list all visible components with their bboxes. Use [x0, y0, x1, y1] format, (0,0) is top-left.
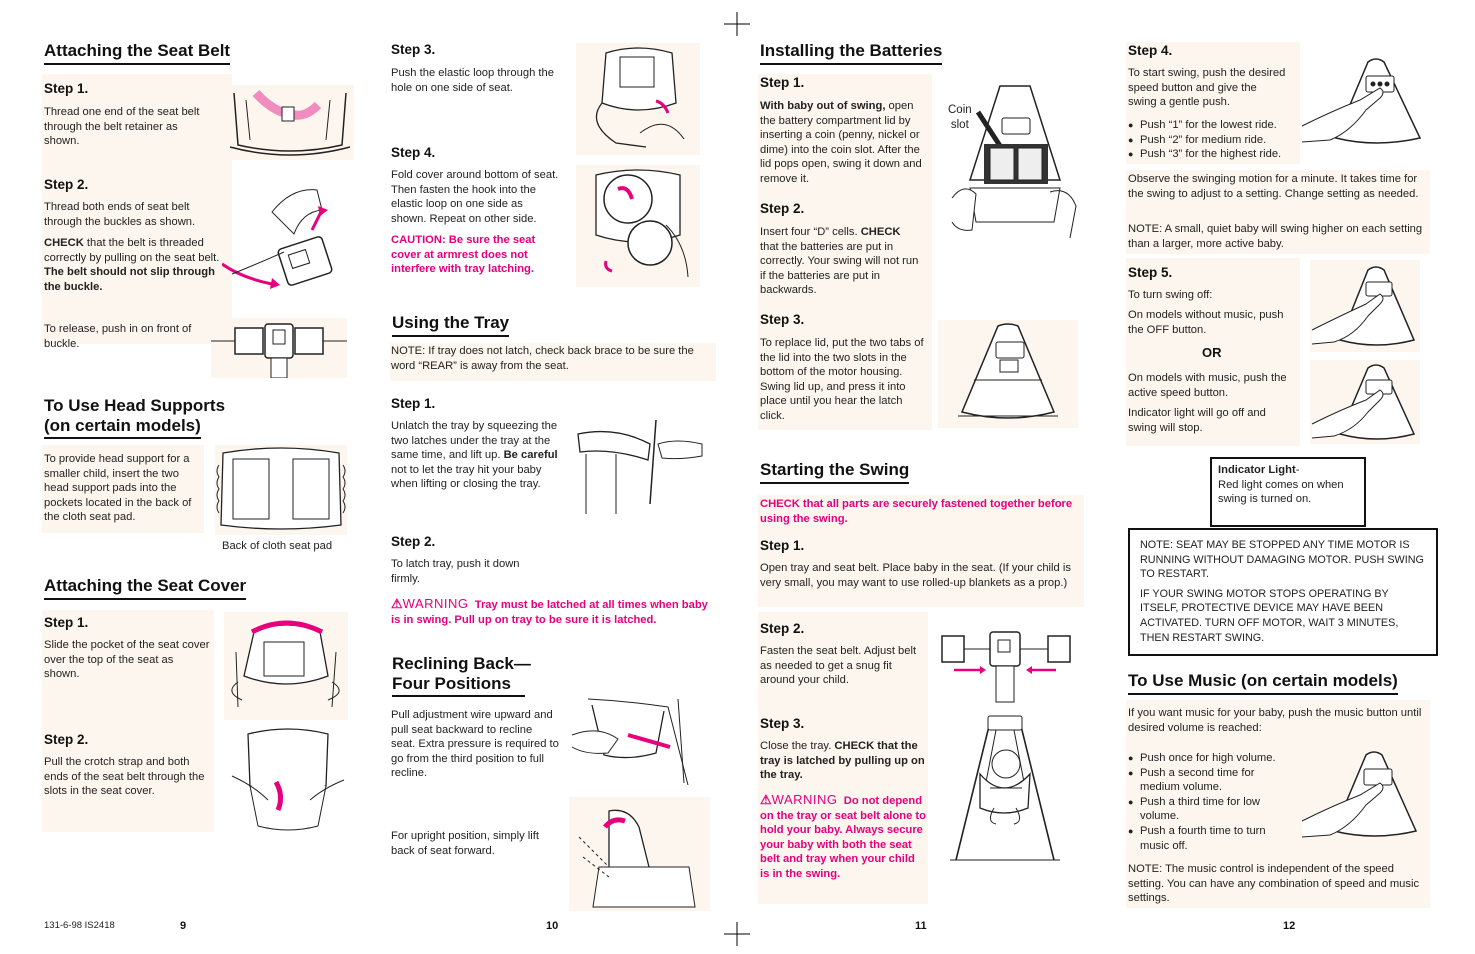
- motor-note-1: NOTE: SEAT MAY BE STOPPED ANY TIME MOTOR IS RUNNING WITHOUT DAMAGING MOTOR. PUSH SWING TO RESTART.: [1140, 539, 1424, 581]
- speed-bullet-1: ● Push “1” for the lowest ride.: [1128, 118, 1303, 133]
- page-number-12: 12: [1283, 920, 1296, 932]
- speed-bullet-3: ● Push “3” for the highest ride.: [1128, 147, 1303, 162]
- music-bullet-1: ● Push once for high volume.: [1128, 751, 1290, 766]
- speed-bullet-2: ● Push “2” for medium ride.: [1128, 133, 1303, 148]
- check-bold: The belt should not slip through the buckle.: [44, 266, 215, 293]
- batteries-step3: Step 3.: [760, 312, 805, 327]
- warning-icon: ⚠: [391, 596, 403, 611]
- tray-step2: Step 2.: [391, 534, 436, 549]
- music-bullet-2: ● Push a second time for medium volume.: [1128, 766, 1290, 795]
- starting-step3-body: Close the tray.: [760, 740, 835, 752]
- starting-step1-text: Open tray and seat belt. Place baby in the seat. (If your child is very small, you may want to use rolled-up blankets as a prop.): [760, 562, 1071, 589]
- starting-step1: Step 1.: [760, 538, 805, 553]
- seat-cover-pocket-illustration: [224, 612, 348, 720]
- indicator-light-box: [1210, 457, 1366, 527]
- seatbelt-step2-text: Thread both ends of seat belt through the buckles as shown.: [44, 201, 196, 228]
- batteries-step1-body: open the battery compartment lid by inserting a coin (penny, nickel or dime) into the coin slot. After the lid pops open, swing it down and remove it.: [760, 100, 922, 185]
- battery-compartment-illustration: [950, 82, 1080, 240]
- starting-step3: Step 3.: [760, 716, 805, 731]
- step5-text3: On models with music, push the active speed button.: [1128, 372, 1287, 399]
- seatcover-heading: Attaching the Seat Cover: [44, 576, 246, 600]
- music-note: NOTE: The music control is independent of the speed setting. You can have any combination of speed and music settings.: [1128, 863, 1420, 905]
- small-baby-note: NOTE: A small, quiet baby will swing higher on each setting than a larger, more active baby.: [1128, 223, 1423, 250]
- indicator-dash: -: [1295, 464, 1300, 476]
- buckle-threading-illustration: [222, 182, 350, 300]
- headsupports-heading-line1: To Use Head Supports: [44, 396, 226, 415]
- swing-step5: Step 5.: [1128, 265, 1173, 280]
- seatbelt-step2: Step 2.: [44, 177, 89, 192]
- recline-text1: Pull adjustment wire upward and pull seat backward to recline seat. Extra pressure is required to go from the third position to full recline.: [391, 709, 559, 780]
- cover-step4: Step 4.: [391, 145, 436, 160]
- starting-warning: [760, 793, 926, 882]
- recline-heading: [392, 654, 531, 699]
- seatcover-step2: Step 2.: [44, 732, 89, 747]
- starting-warning-label: WARNING: [771, 792, 838, 807]
- indicator-light-label: Indicator Light: [1218, 464, 1296, 476]
- cover-step3-text: Push the elastic loop through the hole on one side of seat.: [391, 67, 554, 94]
- starting-check: CHECK that all parts are securely fastened together before using the swing.: [760, 498, 1073, 525]
- seatcover-step1-text: Slide the pocket of the seat cover over the top of the seat as shown.: [44, 639, 210, 681]
- upright-illustration: [569, 797, 710, 911]
- careful-label: Be careful: [503, 449, 558, 462]
- step5-text1: To turn swing off:: [1128, 289, 1213, 301]
- recline-heading-line1: Reclining Back—: [392, 654, 531, 673]
- careful-text: not to let the tray hit your baby when lifting or closing the tray.: [391, 463, 542, 491]
- elastic-loop-illustration: [576, 43, 700, 155]
- page-number-10: 10: [546, 920, 559, 932]
- recline-heading-line2: Four Positions: [392, 674, 525, 697]
- caution-text: CAUTION: Be sure the seat cover at armrest does not interfere with tray latching.: [391, 234, 536, 276]
- music-intro: If you want music for your baby, push the music button until desired volume is reached:: [1128, 707, 1422, 734]
- page-number-9: 9: [180, 920, 187, 932]
- step5-text2: On models without music, push the OFF button.: [1128, 309, 1284, 336]
- belt-retainer-illustration: [226, 85, 354, 160]
- indicator-body: Red light comes on when swing is turned on.: [1218, 478, 1344, 506]
- baby-in-swing-illustration: [946, 712, 1064, 862]
- music-bullet-4: ● Push a fourth time to turn music off.: [1128, 824, 1290, 853]
- starting-step3-bold: CHECK that the tray is latched by pulling up on the tray.: [760, 740, 925, 782]
- crop-mark-top: [724, 12, 750, 36]
- tray-step1-body: Unlatch the tray by squeezing the two latches under the tray at the same time, and lift up.: [391, 420, 558, 462]
- starting-step3-text: [760, 739, 926, 783]
- starting-warning-text: Do not depend on the tray or seat belt alone to hold your baby. Always secure your baby with both the seat belt and tray when your child is in the swing.: [760, 795, 926, 880]
- batteries-heading: Installing the Batteries: [760, 41, 942, 65]
- tray-warning-text: Tray must be latched at all times when baby is in swing. Pull up on tray to be sure it is latched.: [391, 599, 708, 626]
- cover-step3: Step 3.: [391, 42, 436, 57]
- seatbelt-step1: Step 1.: [44, 81, 89, 96]
- motor-housing-illustration: [938, 320, 1078, 428]
- batteries-step2-body2: that the batteries are put in correctly. Your swing will not run if the batteries are put in backwards.: [760, 240, 919, 297]
- tray-step2-text: To latch tray, push it down firmly.: [391, 558, 520, 585]
- tray-warning-label: WARNING: [402, 596, 469, 611]
- page-number-11: 11: [915, 920, 927, 932]
- headsupports-heading-line2: (on certain models): [44, 416, 201, 439]
- tray-heading: Using the Tray: [392, 313, 509, 337]
- batteries-step2-text: [760, 225, 922, 298]
- warning-icon: ⚠: [760, 792, 772, 807]
- tray-note: NOTE: If tray does not latch, check back brace to be sure the word “REAR” is away from the seat.: [391, 345, 694, 372]
- recline-text2: For upright position, simply lift back of seat forward.: [391, 830, 539, 857]
- coin-slot-label-line2: slot: [950, 118, 969, 131]
- batteries-step1-bold: With baby out of swing,: [760, 100, 886, 112]
- off-button-illustration: [1310, 260, 1420, 352]
- release-text: To release, push in on front of buckle.: [44, 323, 192, 350]
- seatbelt-heading: Attaching the Seat Belt: [44, 41, 230, 65]
- crop-mark-bottom: [724, 922, 750, 946]
- music-bullet-list: [1128, 751, 1290, 853]
- check-label: CHECK: [44, 237, 84, 249]
- buckle-release-illustration: [211, 318, 347, 378]
- speed-button-illustration: [1300, 48, 1428, 150]
- batteries-step2: Step 2.: [760, 201, 805, 216]
- seatcover-step1: Step 1.: [44, 615, 89, 630]
- speed-bullet-list: [1128, 118, 1303, 162]
- batteries-step2-body: Insert four “D” cells.: [760, 226, 861, 238]
- seatbelt-check-text: [44, 236, 222, 294]
- motor-note-box: [1128, 528, 1438, 656]
- headsupports-text: To provide head support for a smaller child, insert the two head support pads into the pockets located in the back of the cloth seat pad.: [44, 453, 192, 524]
- batteries-check-label: CHECK: [860, 226, 901, 238]
- headsupports-heading: [44, 396, 225, 441]
- fasten-hook-illustration: [576, 165, 700, 287]
- batteries-step1: Step 1.: [760, 75, 805, 90]
- tray-step1: Step 1.: [391, 396, 436, 411]
- swing-step4: Step 4.: [1128, 43, 1173, 58]
- cover-step4-text: Fold cover around bottom of seat. Then fasten the hook into the elastic loop on one side as shown. Repeat on other side.: [391, 169, 559, 225]
- observe-text: Observe the swinging motion for a minute. It takes time for the swing to adjust to a setting. Change setting as needed.: [1128, 173, 1419, 200]
- footer-code: 131-6-98 IS2418: [44, 920, 115, 931]
- music-heading: To Use Music (on certain models): [1128, 671, 1398, 695]
- motor-note-2: IF YOUR SWING MOTOR STOPS OPERATING BY ITSELF, PROTECTIVE DEVICE MAY HAVE BEEN ACTIVATED. TURN OFF MOTOR, WAIT 3 MINUTES, THEN RESTART SWING.: [1140, 587, 1399, 644]
- tray-step1-text: [391, 419, 559, 492]
- music-bullet-3: ● Push a third time for low volume.: [1128, 795, 1290, 824]
- starting-heading: Starting the Swing: [760, 460, 909, 484]
- swing-step4-text: To start swing, push the desired speed button and give the swing a gentle push.: [1128, 67, 1286, 109]
- active-speed-button-illustration: [1310, 360, 1420, 444]
- recline-wire-illustration: [568, 695, 698, 785]
- unlatch-tray-illustration: [576, 414, 704, 516]
- or-label: OR: [1202, 345, 1222, 360]
- fasten-belt-illustration: [934, 628, 1082, 704]
- seatbelt-step1-text: Thread one end of the seat belt through the belt retainer as shown.: [44, 106, 200, 148]
- indicator-light-text: [1218, 463, 1358, 507]
- starting-step2: Step 2.: [760, 621, 805, 636]
- seat-pad-back-illustration: [215, 445, 347, 535]
- seat-pad-caption: Back of cloth seat pad: [222, 540, 333, 552]
- batteries-step1-text: [760, 99, 930, 187]
- crotch-strap-illustration: [228, 726, 348, 838]
- batteries-step3-text: To replace lid, put the two tabs of the lid into the two slots in the bottom of the motor housing. Swing lid up, and press it into place until you hear the latch click.: [760, 337, 924, 422]
- music-button-illustration: [1300, 745, 1424, 843]
- tray-warning: [391, 597, 717, 627]
- step5-text4: Indicator light will go off and swing will stop.: [1128, 407, 1266, 434]
- starting-step2-text: Fasten the seat belt. Adjust belt as needed to get a snug fit around your child.: [760, 645, 917, 687]
- coin-slot-label-line1: Coin: [948, 104, 972, 116]
- seatcover-step2-text: Pull the crotch strap and both ends of the seat belt through the slots in the seat cover.: [44, 756, 205, 798]
- check-body: that the belt is threaded correctly by pulling on the seat belt.: [44, 237, 220, 264]
